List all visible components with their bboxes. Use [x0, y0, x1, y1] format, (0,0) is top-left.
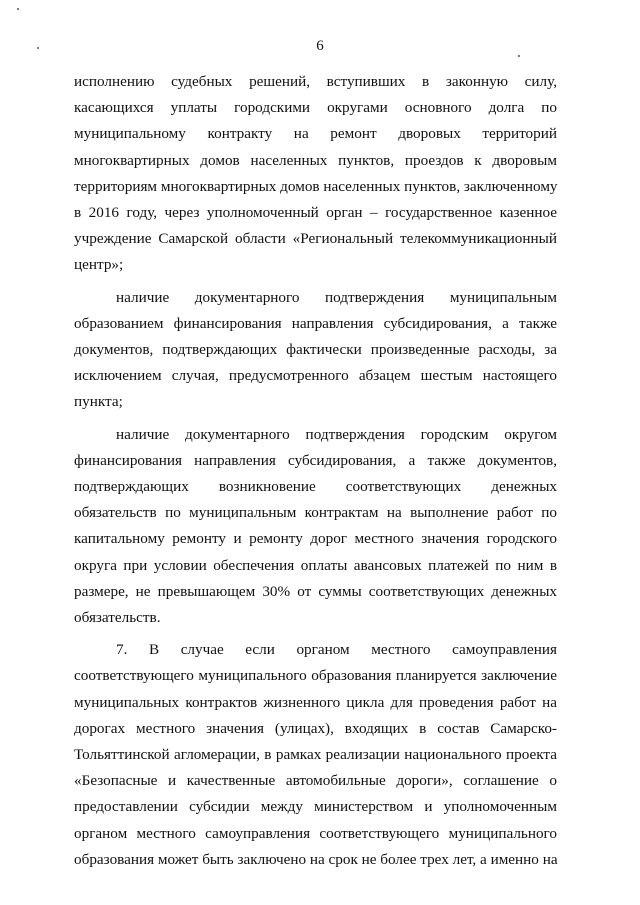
text-line: многоквартирных домов населенных пунктов, проездов к дворовым: [74, 151, 557, 169]
text-line: в 2016 году, через уполномоченный орган – государственное казенное: [74, 204, 557, 222]
text-line: предоставлении субсидии между министерством и уполномоченным: [74, 798, 557, 816]
text-line: исполнению судебных решений, вступивших в законную силу,: [74, 73, 557, 90]
text-line: муниципальных контрактов жизненного цикла для проведения работ на: [74, 693, 557, 711]
text-line: подтверждающих возникновение соответствующих денежных: [74, 478, 557, 496]
text-line: «Безопасные и качественные автомобильные дороги», соглашение о: [74, 772, 557, 790]
text-line: Тольяттинской агломерации, в рамках реализации национального проекта: [74, 746, 557, 764]
text-line: органом местного самоуправления соответствующего муниципального: [74, 824, 557, 842]
text-line: дорогах местного значения (улицах), входящих в состав Самарско-: [74, 719, 557, 737]
text-line: округа при условии обеспечения оплаты авансовых платежей по ним в: [74, 556, 557, 574]
scan-speck: [17, 8, 19, 10]
text-line: центр»;: [74, 256, 124, 274]
text-line: документов, подтверждающих фактически произведенные расходы, за: [74, 341, 557, 359]
text-line: касающихся уплаты городскими округами основного долга по: [74, 99, 557, 117]
text-line: пункта;: [74, 393, 123, 411]
document-body: [74, 69, 557, 873]
paragraph: [74, 285, 557, 416]
page-number: 6: [316, 38, 324, 54]
text-line: образованием финансирования направления субсидирования, а также: [74, 314, 557, 332]
scan-speck: [37, 47, 39, 49]
text-line: учреждение Самарской области «Региональный телекоммуникационный: [74, 230, 557, 248]
paragraph: [74, 69, 557, 279]
text-line: муниципальному контракту на ремонт дворовых территорий: [74, 125, 557, 143]
text-line: обязательств по муниципальным контрактам на выполнение работ по: [74, 504, 557, 522]
text-line: соответствующего муниципального образования планируется заключение: [74, 667, 557, 685]
text-line: капитальному ремонту и ремонту дорог местного значения городского: [74, 530, 557, 548]
text-line: финансирования направления субсидирования, а также документов,: [74, 451, 557, 469]
text-line: наличие документарного подтверждения городским округом: [116, 425, 557, 443]
paragraph: [74, 422, 557, 632]
text-line: 7. В случае если органом местного самоуправления: [116, 641, 557, 659]
text-line: образования может быть заключено на срок не более трех лет, а именно на: [74, 850, 558, 868]
text-line: размере, не превышающем 30% от суммы соответствующих денежных: [74, 582, 557, 600]
text-line: территориям многоквартирных домов населенных пунктов, заключенному: [74, 177, 558, 195]
text-line: наличие документарного подтверждения муниципальным: [116, 288, 557, 306]
text-line: исключением случая, предусмотренного абзацем шестым настоящего: [74, 367, 557, 385]
scan-speck: [518, 55, 520, 57]
text-line: обязательств.: [74, 609, 161, 627]
paragraph: [74, 637, 557, 873]
